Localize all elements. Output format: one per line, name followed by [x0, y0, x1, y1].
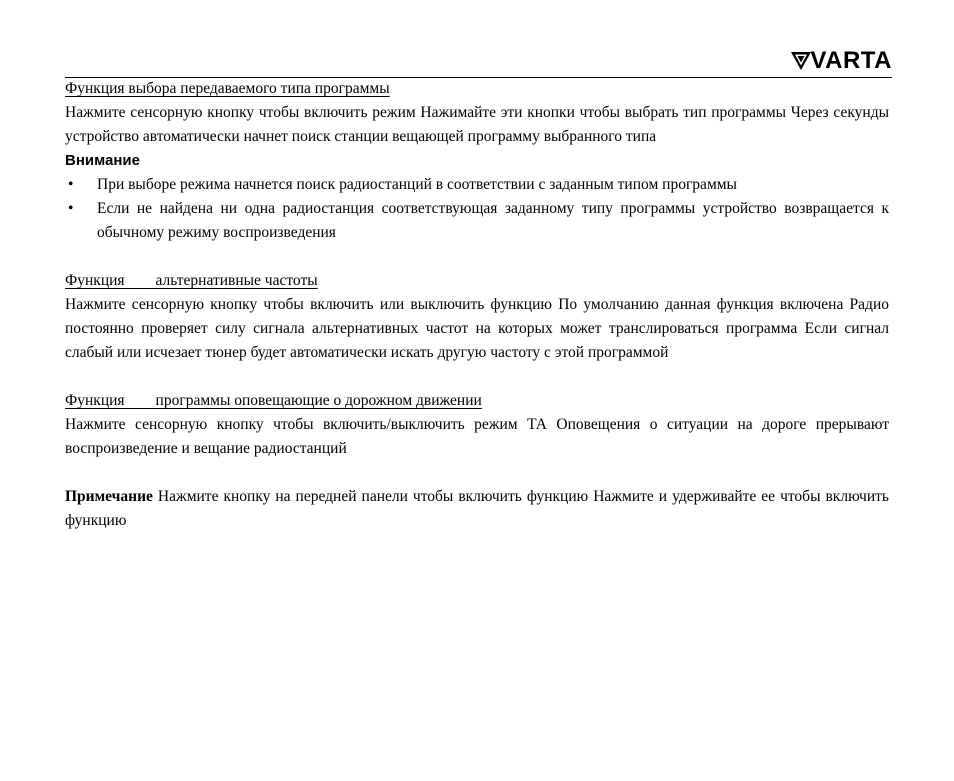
section-traffic-announcements [65, 389, 889, 461]
list-item-text: При выборе режима начнется поиск радиостанций в соответствии с заданным типом программы [97, 176, 737, 193]
bullet-icon: • [68, 176, 74, 193]
varta-shield-icon [790, 51, 812, 71]
section-alternative-frequencies [65, 269, 889, 365]
attention-block [65, 149, 889, 245]
page-content [65, 77, 889, 533]
section-program-type [65, 77, 889, 149]
brand-logo [790, 47, 892, 74]
brand-wordmark: VARTA [810, 47, 892, 74]
attention-list [65, 173, 889, 245]
list-item [65, 197, 889, 245]
list-item-text: Если не найдена ни одна радиостанция соответствующая заданному типу программы устройство возвращается к обычному режиму воспроизведения [97, 200, 889, 241]
section-paragraph: Нажмите сенсорную кнопку чтобы включить или выключить функцию По умолчанию данная функция включена Радио постоянно проверяет силу сигнала альтернативных частот на которых может транслироваться программа Если сигнал слабый или исчезает тюнер будет автоматически искать другую частоту с этой программой [65, 296, 889, 361]
section-paragraph: Нажмите сенсорную кнопку чтобы включить/выключить режим ТА Оповещения о ситуации на дороге прерывают воспроизведение и вещание радиостанций [65, 416, 889, 457]
spacer [65, 365, 889, 389]
spacer [65, 461, 889, 485]
section-heading: Функция альтернативные частоты [65, 272, 318, 289]
note-block [65, 485, 889, 533]
note-paragraph [65, 485, 889, 533]
list-item [65, 173, 889, 197]
page-header [65, 45, 892, 78]
note-label: Примечание [65, 488, 153, 505]
section-paragraph: Нажмите сенсорную кнопку чтобы включить режим Нажимайте эти кнопки чтобы выбрать тип программы Через секунды устройство автоматически начнет поиск станции вещающей программу выбранного типа [65, 104, 889, 145]
note-text: Нажмите кнопку на передней панели чтобы включить функцию Нажмите и удерживайте ее чтобы включить функцию [65, 488, 889, 529]
spacer [65, 245, 889, 269]
bullet-icon: • [68, 200, 74, 217]
section-heading: Функция выбора передаваемого типа программы [65, 80, 390, 97]
attention-label: Внимание [65, 152, 140, 169]
section-heading: Функция программы оповещающие о дорожном движении [65, 392, 482, 409]
